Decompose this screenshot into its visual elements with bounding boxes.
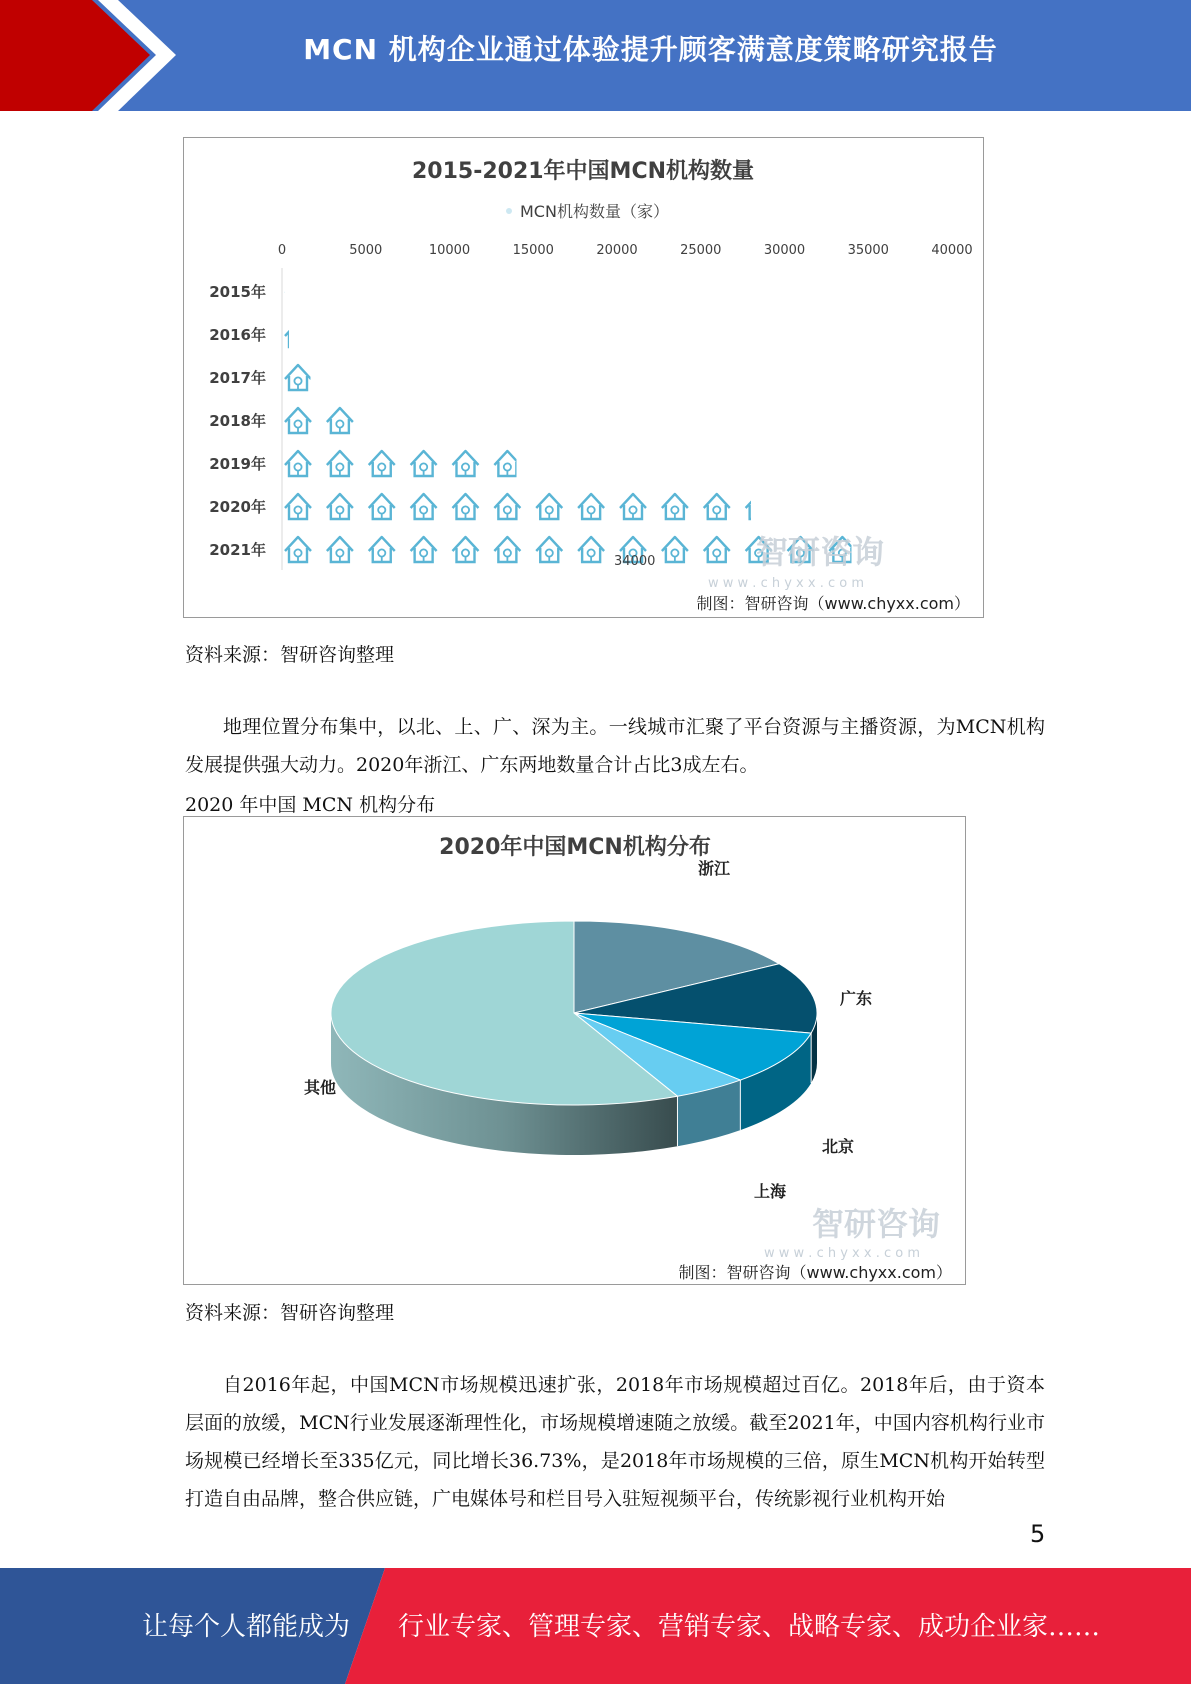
house-icon — [662, 494, 688, 519]
house-icon — [788, 494, 814, 519]
house-icon — [536, 451, 562, 476]
house-icon — [285, 537, 311, 562]
y-category-label: 2020年 — [209, 498, 266, 516]
mcn-count-chart-svg — [184, 138, 983, 617]
house-icon — [494, 494, 520, 519]
house-icon — [662, 537, 688, 562]
pie-label-浙江: 浙江 — [698, 859, 731, 878]
house-icon — [453, 451, 479, 476]
house-icon — [369, 408, 395, 433]
house-icon — [411, 451, 437, 476]
house-icon — [285, 322, 311, 347]
y-category-label: 2018年 — [209, 412, 266, 430]
x-tick-label: 10000 — [428, 243, 471, 258]
pie-label-广东: 广东 — [840, 989, 873, 1008]
house-icon — [327, 494, 353, 519]
house-icon — [453, 537, 479, 562]
x-tick-label: 35000 — [847, 243, 889, 258]
house-icon — [327, 365, 353, 390]
pie-label-其他: 其他 — [304, 1078, 337, 1097]
pie-label-北京: 北京 — [822, 1137, 855, 1156]
y-category-label: 2021年 — [209, 541, 266, 559]
house-icon — [411, 537, 437, 562]
house-icon — [536, 494, 562, 519]
source-note-1: 资料来源：智研咨询整理 — [185, 644, 395, 666]
chart2-title: 2020年中国MCN机构分布 — [439, 835, 711, 860]
y-category-label: 2015年 — [209, 283, 266, 301]
house-icon — [704, 494, 730, 519]
house-icon — [327, 279, 353, 304]
y-category-label: 2019年 — [209, 455, 266, 473]
house-icon — [327, 451, 353, 476]
paragraph-market-size: 自2016年起，中国MCN市场规模迅速扩张，2018年市场规模超过百亿。2018年后，由于资本层面的放缓，MCN行业发展逐渐理性化，市场规模增速随之放缓。截至2021年，中国内容机构行业市场规模已经增长至335亿元，同比增长36.73%，是2018年市场规模的三倍，原生MCN机构开始转型打造自由品牌，整合供应链，广电媒体号和栏目号入驻短视频平台，传统影视行业机构开始 — [185, 1374, 1045, 1510]
page-header — [0, 0, 1191, 111]
footer-slogan-left: 让每个人都能成为 — [142, 1612, 351, 1642]
chart1-watermark-url: w w w . c h y x x . c o m — [708, 576, 864, 591]
footer-slogan-right: 行业专家、管理专家、营销专家、战略专家、成功企业家…… — [398, 1612, 1101, 1642]
house-icon — [453, 494, 479, 519]
house-icon — [327, 322, 353, 347]
report-title: MCN 机构企业通过体验提升顾客满意度策略研究报告 — [303, 33, 998, 66]
bar-2015年 — [285, 279, 353, 304]
bar-2020年 — [285, 494, 814, 519]
house-icon — [327, 537, 353, 562]
chart2-watermark-url: w w w . c h y x x . c o m — [764, 1246, 920, 1261]
house-icon — [536, 537, 562, 562]
pie-label-上海: 上海 — [754, 1182, 787, 1201]
mcn-distribution-chart — [183, 816, 966, 1285]
house-icon — [704, 537, 730, 562]
y-category-label: 2017年 — [209, 369, 266, 387]
house-icon — [285, 279, 311, 304]
house-icon — [411, 494, 437, 519]
page-footer — [0, 1568, 1191, 1684]
bar-2016年 — [285, 322, 353, 347]
chart1-data-label: 34000 — [614, 554, 656, 569]
paragraph-geo-distribution: 地理位置分布集中，以北、上、广、深为主。一线城市汇聚了平台资源与主播资源，为MCN机构发展提供强大动力。2020年浙江、广东两地数量合计占比3成左右。 — [185, 716, 1045, 776]
mcn-distribution-chart-svg — [184, 817, 965, 1284]
chart2-watermark: 智研咨询 — [811, 1205, 940, 1243]
house-icon — [494, 451, 520, 476]
bar-2019年 — [285, 451, 562, 476]
bar-2017年 — [285, 365, 353, 390]
x-tick-label: 25000 — [680, 243, 722, 258]
house-icon — [494, 537, 520, 562]
x-tick-label: 30000 — [763, 243, 806, 258]
chart1-legend-marker — [506, 208, 512, 214]
chart1-title: 2015-2021年中国MCN机构数量 — [411, 159, 755, 184]
page-number: 5 — [1030, 1520, 1046, 1548]
house-icon — [285, 451, 311, 476]
house-icon — [620, 494, 646, 519]
chart2-credit: 制图：智研咨询（www.chyxx.com） — [678, 1263, 952, 1282]
house-icon — [285, 408, 311, 433]
chart1-credit: 制图：智研咨询（www.chyxx.com） — [696, 594, 970, 613]
house-icon — [327, 408, 353, 433]
house-icon — [285, 494, 311, 519]
house-icon — [578, 494, 604, 519]
y-category-label: 2016年 — [209, 326, 266, 344]
house-icon — [369, 494, 395, 519]
figure2-caption: 2020 年中国 MCN 机构分布 — [185, 794, 436, 816]
source-note-2: 资料来源：智研咨询整理 — [185, 1302, 395, 1324]
x-tick-label: 20000 — [596, 243, 638, 258]
x-tick-label: 15000 — [512, 243, 554, 258]
chart1-legend: MCN机构数量（家） — [520, 202, 669, 221]
x-tick-label: 0 — [277, 243, 287, 258]
house-icon — [369, 537, 395, 562]
house-icon — [285, 365, 311, 390]
bar-2018年 — [285, 408, 395, 433]
house-icon — [746, 494, 772, 519]
house-icon — [369, 451, 395, 476]
mcn-count-chart — [183, 137, 984, 618]
x-tick-label: 5000 — [349, 243, 383, 258]
house-icon — [578, 537, 604, 562]
x-tick-label: 40000 — [931, 243, 973, 258]
chart1-watermark: 智研咨询 — [755, 533, 884, 571]
